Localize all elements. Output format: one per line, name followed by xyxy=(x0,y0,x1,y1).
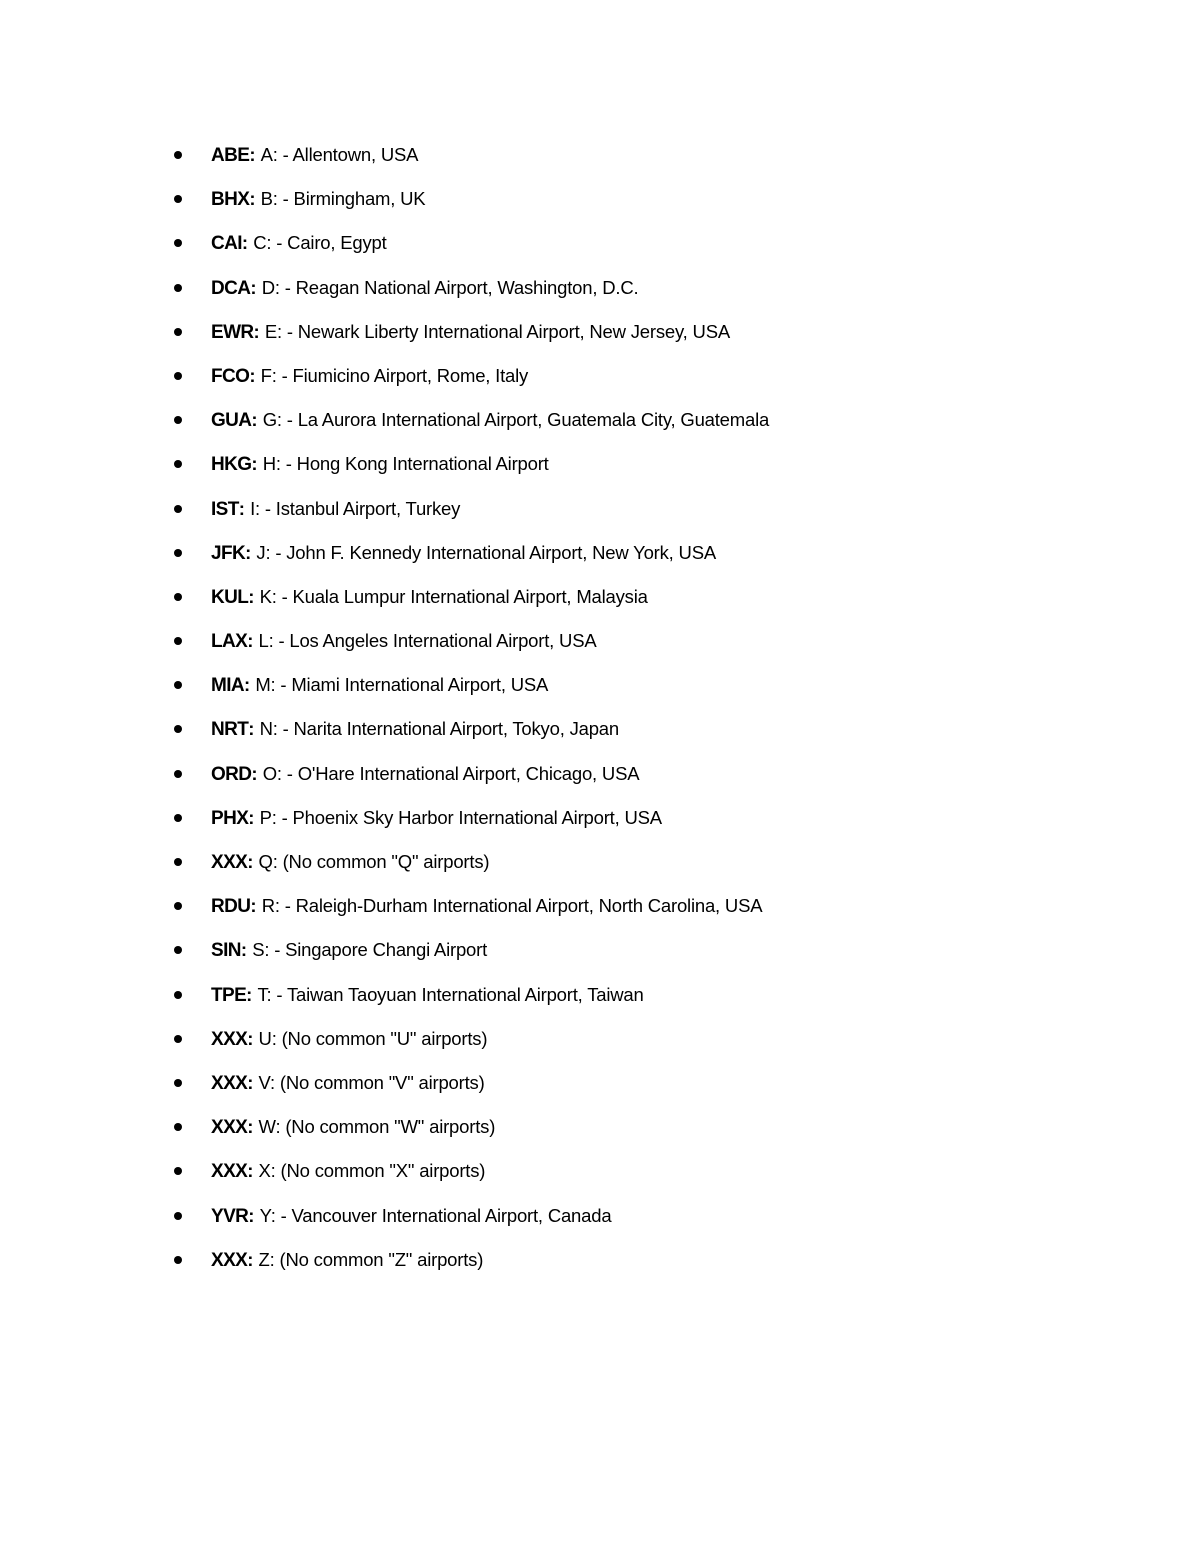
list-item xyxy=(172,531,769,575)
airport-code: LAX xyxy=(211,631,248,653)
airport-description: I: - Istanbul Airport, Turkey xyxy=(250,497,461,519)
bullet-icon xyxy=(174,991,182,999)
airport-code: JFK xyxy=(211,542,246,564)
bullet-icon xyxy=(174,637,182,645)
list-item xyxy=(172,663,769,707)
bullet-icon xyxy=(174,1035,182,1043)
code-separator: : xyxy=(240,939,248,961)
airport-description: H: - Hong Kong International Airport xyxy=(262,453,549,475)
bullet-icon xyxy=(174,858,182,866)
airport-code: CAI xyxy=(211,233,242,255)
airport-code: BHX xyxy=(211,189,250,211)
code-separator: : xyxy=(251,762,258,784)
bullet-icon xyxy=(174,725,182,733)
code-separator: : xyxy=(241,232,249,254)
airport-description: U: (No common "U" airports) xyxy=(258,1027,488,1049)
airport-description: F: - Fiumicino Airport, Rome, Italy xyxy=(260,364,529,386)
list-item xyxy=(172,1149,769,1193)
code-separator: : xyxy=(245,541,252,563)
airport-description: V: (No common "V" airports) xyxy=(258,1071,485,1093)
bullet-icon xyxy=(174,814,182,822)
list-item xyxy=(172,1017,769,1061)
bullet-icon xyxy=(174,1123,182,1131)
list-item xyxy=(172,442,769,486)
airport-description: L: - Los Angeles International Airport, USA xyxy=(258,630,597,652)
airport-description: S: - Singapore Changi Airport xyxy=(252,939,488,961)
airport-description: P: - Phoenix Sky Harbor International Airport, USA xyxy=(259,806,662,828)
list-item xyxy=(172,1238,769,1282)
bullet-icon xyxy=(174,770,182,778)
airport-code: HKG xyxy=(211,454,252,476)
airport-code: XXX xyxy=(211,1072,248,1094)
bullet-icon xyxy=(174,239,182,247)
bullet-icon xyxy=(174,284,182,292)
airport-code: GUA xyxy=(211,410,252,432)
bullet-icon xyxy=(174,1167,182,1175)
airport-description: M: - Miami International Airport, USA xyxy=(255,674,549,696)
list-item xyxy=(172,354,769,398)
airport-description: B: - Birmingham, UK xyxy=(260,188,426,210)
list-item xyxy=(172,884,769,928)
bullet-icon xyxy=(174,151,182,159)
code-separator: : xyxy=(251,409,258,431)
airport-description: X: (No common "X" airports) xyxy=(258,1160,486,1182)
code-separator: : xyxy=(247,1248,254,1270)
airport-description: Y: - Vancouver International Airport, Canada xyxy=(259,1204,612,1226)
airport-code: MIA xyxy=(211,675,245,697)
code-separator: : xyxy=(247,630,254,652)
code-separator: : xyxy=(248,806,255,828)
bullet-icon xyxy=(174,681,182,689)
airport-description: R: - Raleigh-Durham International Airport, North Carolina, USA xyxy=(261,895,763,917)
bullet-icon xyxy=(174,505,182,513)
list-item xyxy=(172,310,769,354)
airport-description: G: - La Aurora International Airport, Guatemala City, Guatemala xyxy=(262,409,770,431)
code-separator: : xyxy=(246,983,253,1005)
list-item xyxy=(172,752,769,796)
bullet-icon xyxy=(174,593,182,601)
airport-code: TPE xyxy=(211,984,247,1006)
code-separator: : xyxy=(249,364,256,386)
airport-code: EWR xyxy=(211,321,254,343)
code-separator: : xyxy=(247,851,254,872)
list-item xyxy=(172,928,769,972)
airport-code: XXX xyxy=(211,1161,248,1183)
code-separator: : xyxy=(249,144,256,165)
list-item xyxy=(172,973,769,1017)
code-separator: : xyxy=(253,320,260,342)
list-item xyxy=(172,1061,769,1105)
code-separator: : xyxy=(247,1071,254,1093)
code-separator: : xyxy=(250,895,257,917)
code-separator: : xyxy=(250,276,257,298)
airport-code: SIN xyxy=(211,940,241,962)
airport-code: ORD xyxy=(211,763,252,785)
bullet-icon xyxy=(174,460,182,468)
bullet-icon xyxy=(174,549,182,557)
list-item xyxy=(172,619,769,663)
list-item xyxy=(172,177,769,221)
airport-code: FCO xyxy=(211,365,250,387)
code-separator: : xyxy=(248,1204,255,1226)
list-item xyxy=(172,266,769,310)
code-separator: : xyxy=(247,1160,254,1182)
code-separator: : xyxy=(244,674,251,696)
airport-description: W: (No common "W" airports) xyxy=(258,1116,496,1138)
code-separator: : xyxy=(248,718,255,740)
airport-code: XXX xyxy=(211,852,248,873)
airport-description: K: - Kuala Lumpur International Airport, Malaysia xyxy=(259,585,648,607)
airport-code: XXX xyxy=(211,1249,248,1271)
code-separator: : xyxy=(247,1027,254,1049)
code-separator: : xyxy=(249,188,256,210)
code-separator: : xyxy=(238,497,245,519)
airport-description: E: - Newark Liberty International Airport, New Jersey, USA xyxy=(264,320,730,342)
list-item xyxy=(172,575,769,619)
list-item xyxy=(172,1194,769,1238)
bullet-icon xyxy=(174,328,182,336)
airport-description: J: - John F. Kennedy International Airport, New York, USA xyxy=(256,541,716,563)
airport-code: ABE xyxy=(211,145,250,166)
airport-code: DCA xyxy=(211,277,251,299)
list-item xyxy=(172,1105,769,1149)
list-item xyxy=(172,133,769,177)
airport-description: C: - Cairo, Egypt xyxy=(253,232,387,254)
bullet-icon xyxy=(174,902,182,910)
airport-code: NRT xyxy=(211,719,249,741)
airport-description: Q: (No common "Q" airports) xyxy=(258,851,490,872)
airport-code: XXX xyxy=(211,1028,248,1050)
airport-description: D: - Reagan National Airport, Washington, D.C. xyxy=(261,276,639,298)
list-item xyxy=(172,487,769,531)
bullet-icon xyxy=(174,372,182,380)
bullet-icon xyxy=(174,1212,182,1220)
bullet-icon xyxy=(174,416,182,424)
airport-code-list xyxy=(172,133,769,1282)
list-item xyxy=(172,840,769,884)
airport-code: PHX xyxy=(211,807,249,829)
airport-code: IST xyxy=(211,498,239,520)
code-separator: : xyxy=(247,1116,254,1138)
bullet-icon xyxy=(174,1256,182,1264)
airport-code: YVR xyxy=(211,1205,249,1227)
airport-code: KUL xyxy=(211,586,249,608)
list-item xyxy=(172,707,769,751)
list-item xyxy=(172,221,769,265)
airport-description: N: - Narita International Airport, Tokyo, Japan xyxy=(259,718,619,740)
bullet-icon xyxy=(174,1079,182,1087)
list-item xyxy=(172,796,769,840)
airport-code: RDU xyxy=(211,896,251,918)
code-separator: : xyxy=(248,585,255,607)
code-separator: : xyxy=(251,453,258,475)
bullet-icon xyxy=(174,946,182,954)
airport-code: XXX xyxy=(211,1117,248,1139)
airport-description: A: - Allentown, USA xyxy=(260,144,419,165)
airport-description: Z: (No common "Z" airports) xyxy=(258,1248,484,1270)
airport-description: O: - O'Hare International Airport, Chicago, USA xyxy=(262,762,640,784)
airport-description: T: - Taiwan Taoyuan International Airport, Taiwan xyxy=(257,983,644,1005)
list-item xyxy=(172,398,769,442)
bullet-icon xyxy=(174,195,182,203)
